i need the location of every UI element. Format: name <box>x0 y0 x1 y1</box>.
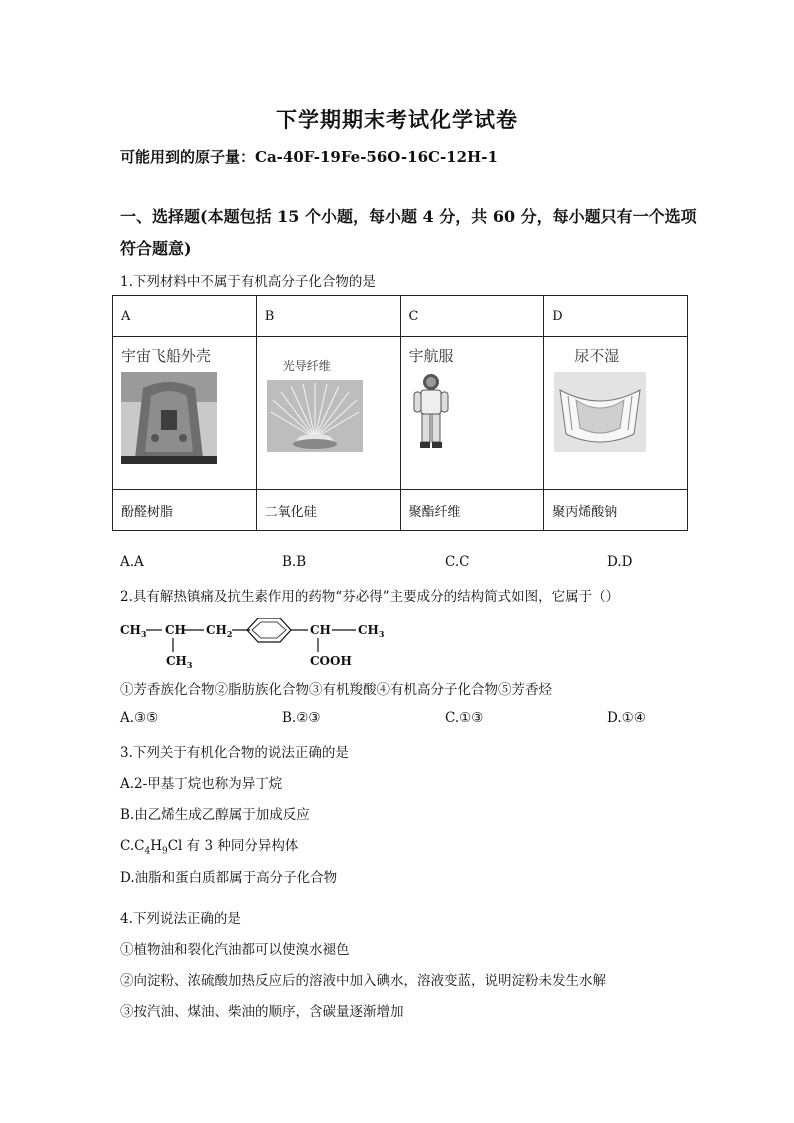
f-ch: CH <box>120 623 141 637</box>
col-b-material: 二氧化硅 <box>256 490 400 531</box>
col-c-letter: C <box>400 296 544 337</box>
ibuprofen-structure-formula <box>120 618 420 674</box>
optical-fiber-image <box>267 380 363 452</box>
q3-option-b[interactable]: B.由乙烯生成乙醇属于加成反应 <box>120 807 310 823</box>
materials-table <box>112 295 688 531</box>
f-sub2: 2 <box>226 629 233 639</box>
col-a-letter: A <box>113 296 257 337</box>
svg-text:CH3 <box>166 654 193 670</box>
q1-option-c[interactable]: C.C <box>445 554 470 570</box>
q3-c-prefix: C.C <box>120 838 145 854</box>
f-branch-sub: 3 <box>186 660 193 670</box>
diaper-image <box>554 372 646 452</box>
col-d-material: 聚丙烯酸钠 <box>544 490 688 531</box>
q2-option-d[interactable]: D.①④ <box>607 710 646 726</box>
f-branch-ch: CH <box>166 654 187 668</box>
page-title: 下学期期末考试化学试卷 <box>276 107 518 132</box>
col-d-picture-cell <box>544 337 688 490</box>
q4-statement-1: ①植物油和裂化汽油都可以使溴水褪色 <box>120 942 350 958</box>
col-b-caption: 光导纤维 <box>282 359 331 373</box>
svg-text:CH3 <box>358 623 385 639</box>
col-a-material: 酚醛树脂 <box>113 490 257 531</box>
col-a-picture-cell <box>113 337 257 490</box>
q1-option-b[interactable]: B.B <box>282 554 307 570</box>
q4-statement-2: ②向淀粉、浓硫酸加热反应后的溶液中加入碘水，溶液变蓝，说明淀粉未发生水解 <box>120 973 606 989</box>
q3-option-c[interactable] <box>120 834 298 857</box>
section-heading-cont: 符合题意) <box>120 239 192 258</box>
q2-option-b[interactable]: B.②③ <box>282 710 321 726</box>
f-sub3: 3 <box>140 629 147 639</box>
q3-option-a[interactable]: A.2-甲基丁烷也称为异丁烷 <box>120 776 283 792</box>
q1-option-a[interactable]: A.A <box>120 554 144 570</box>
col-d-caption: 尿不湿 <box>574 347 620 365</box>
atomic-masses-note: 可能用到的原子量：Ca-40F-19Fe-56O-16C-12H-1 <box>120 148 498 166</box>
question-1-stem: 1.下列材料中不属于有机高分子化合物的是 <box>120 274 376 290</box>
q1-option-d[interactable]: D.D <box>607 554 633 570</box>
q2-choices-line: ①芳香族化合物②脂肪族化合物③有机羧酸④有机高分子化合物⑤芳香烃 <box>120 682 552 698</box>
f-ch-b: CH <box>206 623 227 637</box>
question-3-stem: 3.下列关于有机化合物的说法正确的是 <box>120 745 349 761</box>
f-cooh: COOH <box>310 654 352 668</box>
svg-text:CH3 <box>120 623 147 639</box>
q2-option-a[interactable]: A.③⑤ <box>120 710 159 726</box>
q3-c-mid: H <box>150 838 162 854</box>
col-c-material: 聚酯纤维 <box>400 490 544 531</box>
question-4-stem: 4.下列说法正确的是 <box>120 911 241 927</box>
f-ch3-right: CH <box>358 623 379 637</box>
spacesuit-image <box>411 372 451 450</box>
col-c-picture-cell <box>400 337 544 490</box>
q3-c-sub2: 9 <box>161 846 168 857</box>
question-2-stem: 2.具有解热镇痛及抗生素作用的药物“芬必得”主要成分的结构简式如图，它属于（） <box>120 589 620 605</box>
f-ch-right: CH <box>310 623 331 637</box>
q3-c-sub1: 4 <box>144 846 151 857</box>
q4-statement-3: ③按汽油、煤油、柴油的顺序，含碳量逐渐增加 <box>120 1004 404 1020</box>
q3-option-d[interactable]: D.油脂和蛋白质都属于高分子化合物 <box>120 870 338 886</box>
col-b-picture-cell <box>256 337 400 490</box>
q3-c-suffix: Cl 有 3 种同分异构体 <box>167 838 299 854</box>
f-sub3-right: 3 <box>378 629 385 639</box>
col-b-letter: B <box>256 296 400 337</box>
col-a-caption: 宇宙飞船外壳 <box>121 347 212 365</box>
f-ch2: CH <box>165 623 186 637</box>
col-d-letter: D <box>544 296 688 337</box>
spacecraft-capsule-image <box>121 372 217 464</box>
col-c-caption: 宇航服 <box>408 347 454 365</box>
svg-text:CH2 <box>206 623 232 639</box>
q2-option-c[interactable]: C.①③ <box>445 710 484 726</box>
section-heading: 一、选择题(本题包括 15 个小题，每小题 4 分，共 60 分，每小题只有一个选项 <box>120 207 697 226</box>
